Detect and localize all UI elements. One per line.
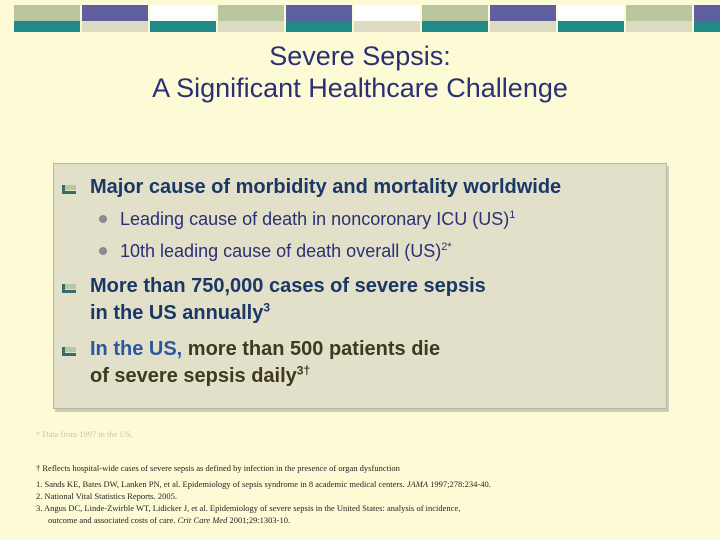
bullet-accent-text: In the US,: [90, 338, 183, 360]
ref-journal: Crit Care Med: [177, 515, 228, 525]
bar-block: [626, 21, 692, 32]
footnote-star: * Data from 1997 in the US.: [36, 429, 133, 439]
decorative-top-bar: [0, 0, 720, 36]
bullet-morbidity: [90, 174, 561, 201]
bar-block: [422, 21, 488, 32]
sub-bullet-icu: [120, 208, 515, 230]
ref-journal: JAMA: [406, 479, 429, 489]
bullet-arrow-icon: [62, 345, 76, 357]
bullet-text: More than 750,000 cases of severe sepsis: [90, 275, 486, 297]
bullet-deaths: [90, 336, 440, 390]
superscript: 1: [509, 209, 516, 221]
bullet-arrow-icon: [62, 183, 76, 195]
bar-block: [150, 21, 216, 32]
ref-text: outcome and associated costs of care.: [48, 515, 176, 525]
bar-block: [694, 21, 720, 32]
bar-block: [626, 5, 692, 21]
title-line-2: A Significant Healthcare Challenge: [152, 73, 568, 103]
footnote-ref-3: 3. Angus DC, Linde-Zwirble WT, Lidicker J, et al. Epidemiology of severe sepsis in the United States: analysis of incidence,: [36, 503, 461, 513]
bar-block: [558, 21, 624, 32]
ref-text: 1997;278:234-40.: [428, 479, 491, 489]
bullet-text: Major cause of morbidity and mortality worldwide: [90, 176, 562, 198]
bar-block: [354, 5, 420, 21]
bar-block: [490, 21, 556, 32]
bullet-text: in the US annually: [90, 302, 264, 324]
footnote-ref-1: [36, 478, 491, 490]
bullet-arrow-icon: [62, 282, 76, 294]
content-panel: [53, 163, 667, 409]
slide-title: [0, 40, 720, 104]
bullet-text: of severe sepsis daily: [90, 365, 297, 387]
superscript: 2*: [441, 241, 452, 253]
bar-block: [354, 21, 420, 32]
bar-block: [218, 21, 284, 32]
bullet-text: more than 500 patients die: [182, 338, 441, 360]
bullet-dot-icon: [99, 247, 107, 255]
superscript: 3†: [296, 363, 311, 378]
bullet-cases: [90, 273, 486, 327]
bar-block: [286, 21, 352, 32]
superscript: 3: [263, 300, 271, 315]
bar-block: [14, 5, 80, 21]
bar-block: [218, 5, 284, 21]
bar-block: [286, 5, 352, 21]
bar-block: [422, 5, 488, 21]
footnote-ref-2: 2. National Vital Statistics Reports. 2005.: [36, 491, 177, 501]
sub-bullet-text: 10th leading cause of death overall (US): [120, 241, 442, 261]
bar-block: [82, 5, 148, 21]
footnote-ref-3-cont: [48, 514, 290, 526]
footnote-dagger: † Reflects hospital-wide cases of severe sepsis as defined by infection in the presence of organ dysfunction: [36, 463, 400, 473]
bar-block: [14, 21, 80, 32]
title-line-1: Severe Sepsis:: [269, 41, 451, 71]
sub-bullet-10th: [120, 240, 452, 262]
ref-text: 2001;29:1303-10.: [227, 515, 291, 525]
bar-block: [490, 5, 556, 21]
bar-block: [150, 5, 216, 21]
sub-bullet-text: Leading cause of death in noncoronary ICU (US): [120, 209, 510, 229]
bar-block: [558, 5, 624, 21]
bar-block: [694, 5, 720, 21]
bar-block: [82, 21, 148, 32]
ref-text: 1. Sands KE, Bates DW, Lanken PN, et al. Epidemiology of sepsis syndrome in 8 academic medical centers.: [36, 479, 405, 489]
bullet-dot-icon: [99, 215, 107, 223]
